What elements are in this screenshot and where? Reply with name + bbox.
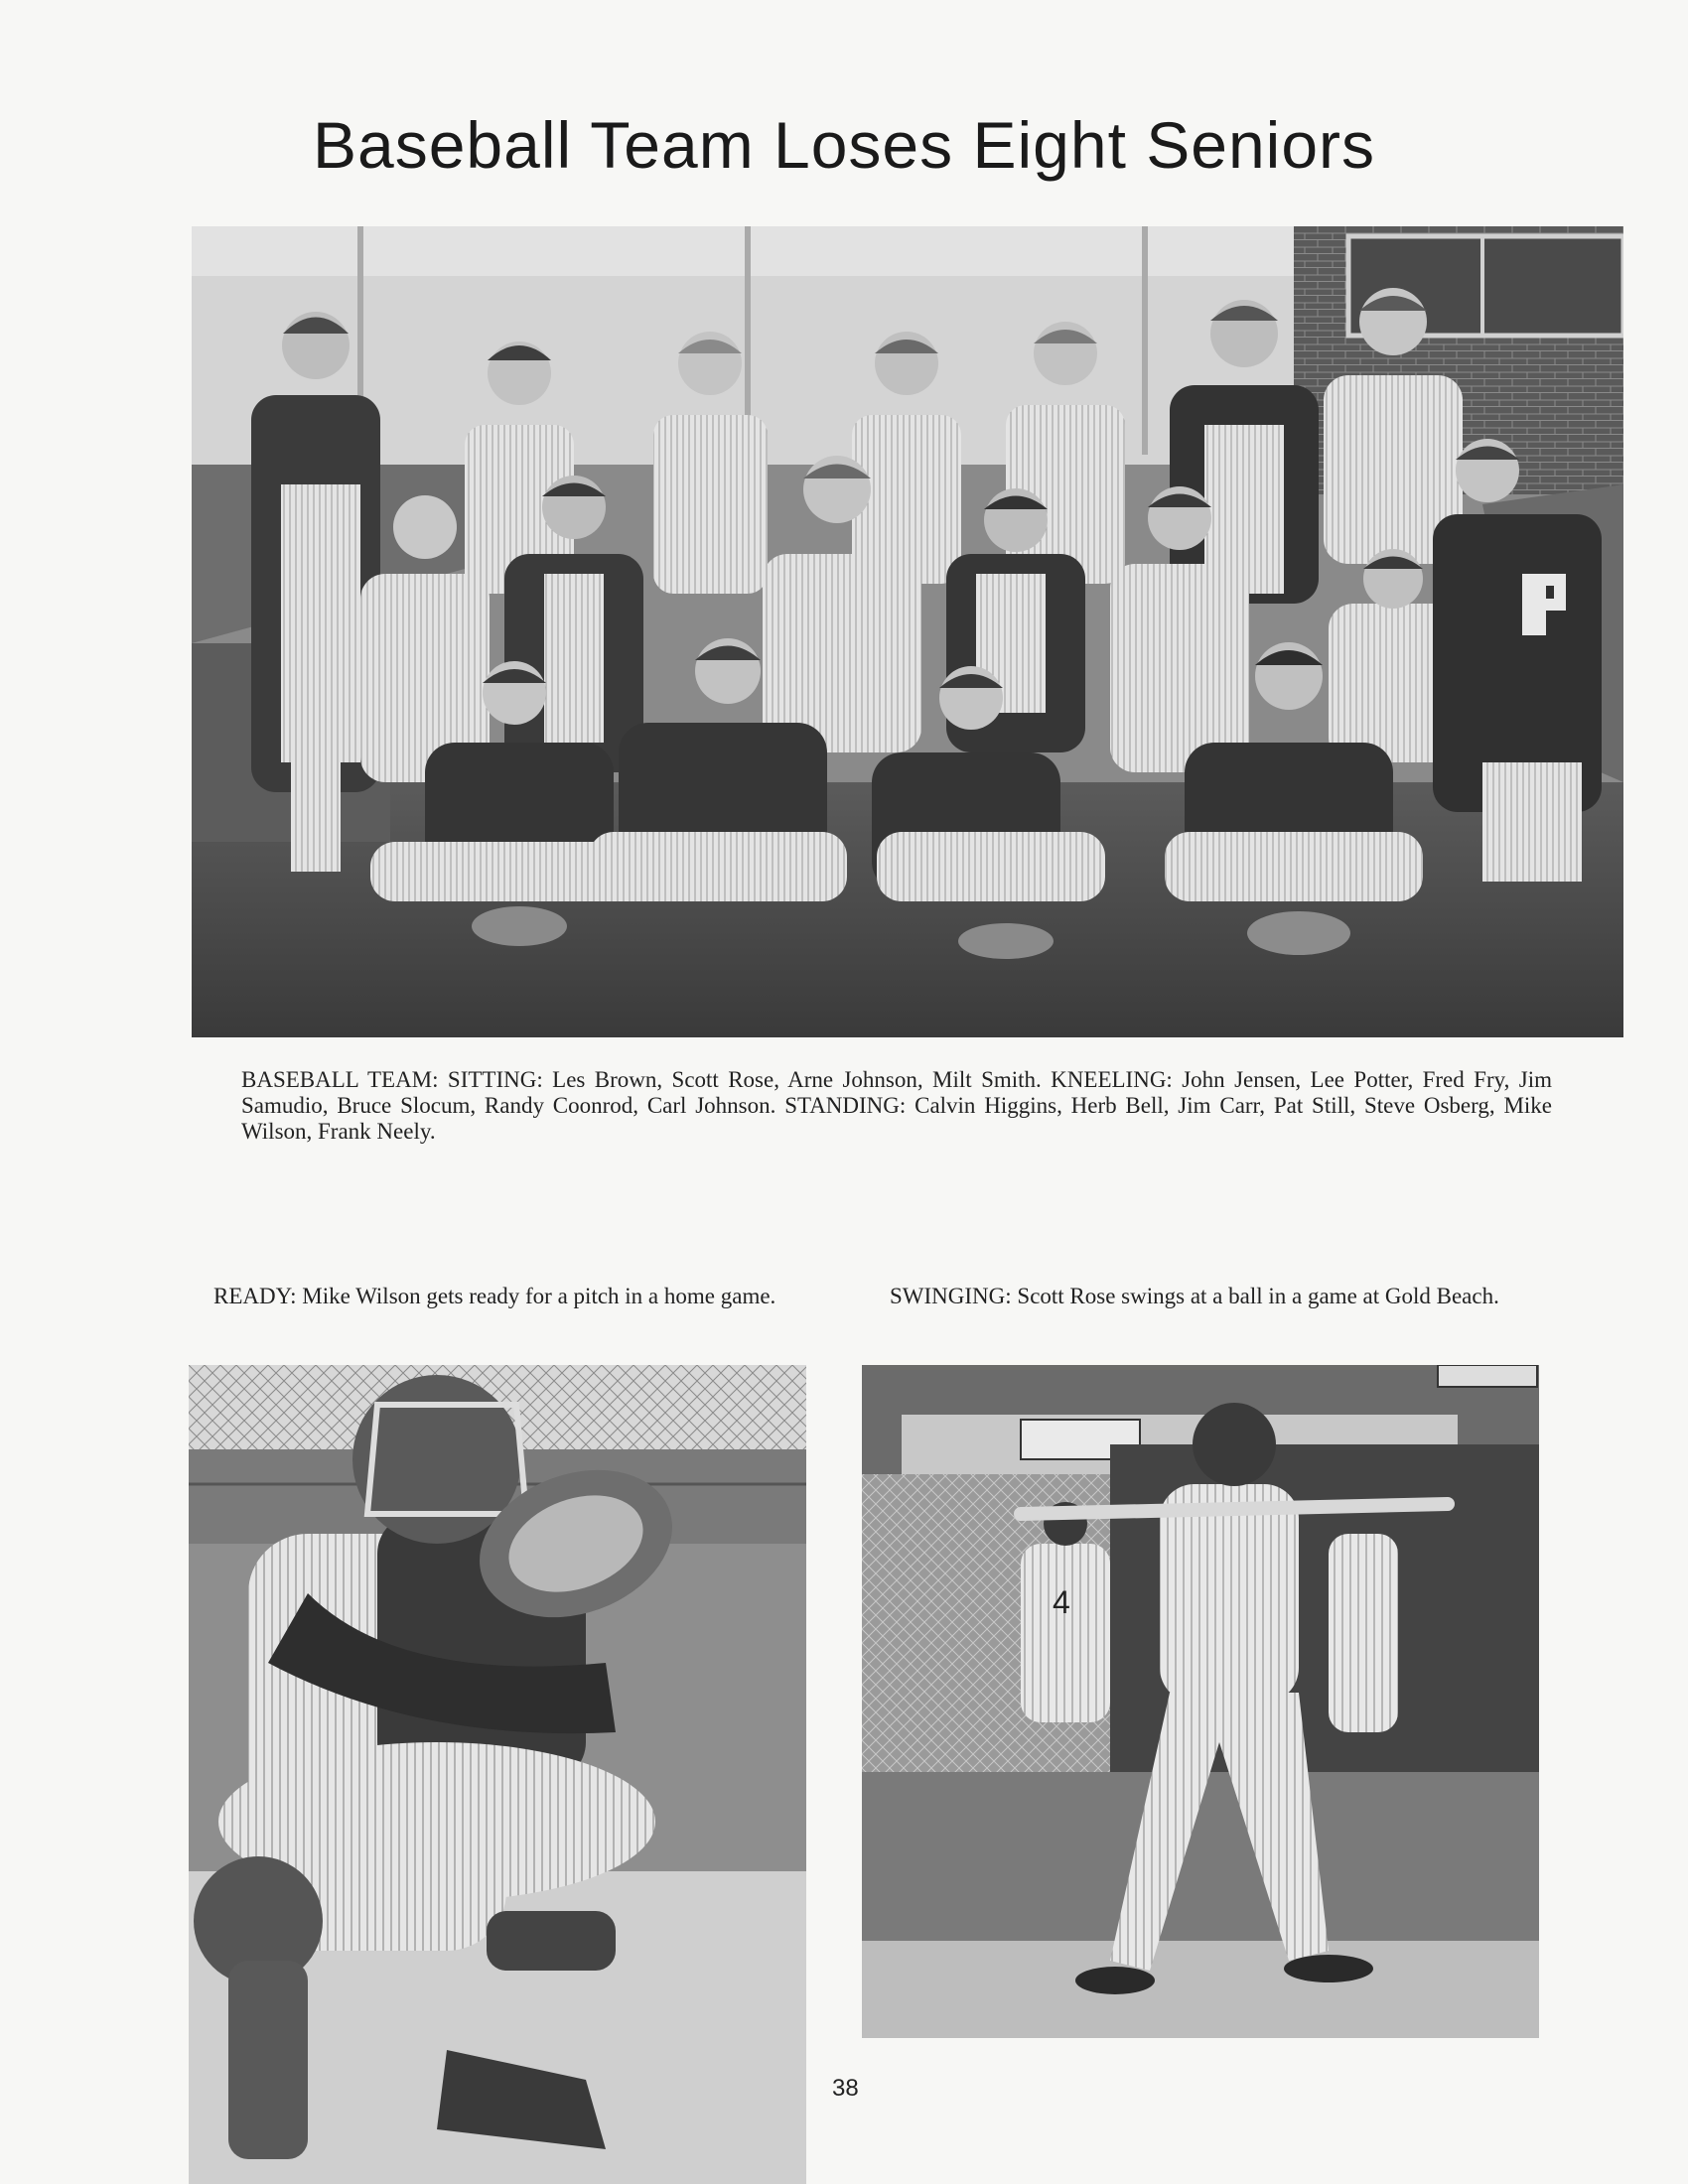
catcher-photo-image: [189, 1365, 806, 2184]
team-photo-image: [192, 226, 1623, 1037]
page-title: Baseball Team Loses Eight Seniors: [312, 108, 1376, 182]
swinging-photo-caption: SWINGING: Scott Rose swings at a ball in a game at Gold Beach.: [890, 1284, 1499, 1308]
team-photo: [192, 226, 1623, 1037]
batter-photo: [862, 1365, 1539, 2038]
svg-text:4: 4: [1053, 1584, 1070, 1620]
batter-photo-image: [862, 1365, 1539, 2038]
ready-photo-caption: READY: Mike Wilson gets ready for a pitch in a home game.: [213, 1284, 776, 1308]
catcher-photo: [189, 1365, 806, 2184]
page-number: 38: [832, 2075, 859, 2102]
team-photo-caption: BASEBALL TEAM: SITTING: Les Brown, Scott Rose, Arne Johnson, Milt Smith. KNEELING: John Jensen, Lee Potter, Fred Fry, Jim Samudio, Bruce Slocum, Randy Coonrod, Carl Johnson. STANDING: Calvin Higgins, Herb Bell, Jim Carr, Pat Still, Steve Osberg, Mike Wilson, Frank Neely.: [241, 1067, 1552, 1144]
